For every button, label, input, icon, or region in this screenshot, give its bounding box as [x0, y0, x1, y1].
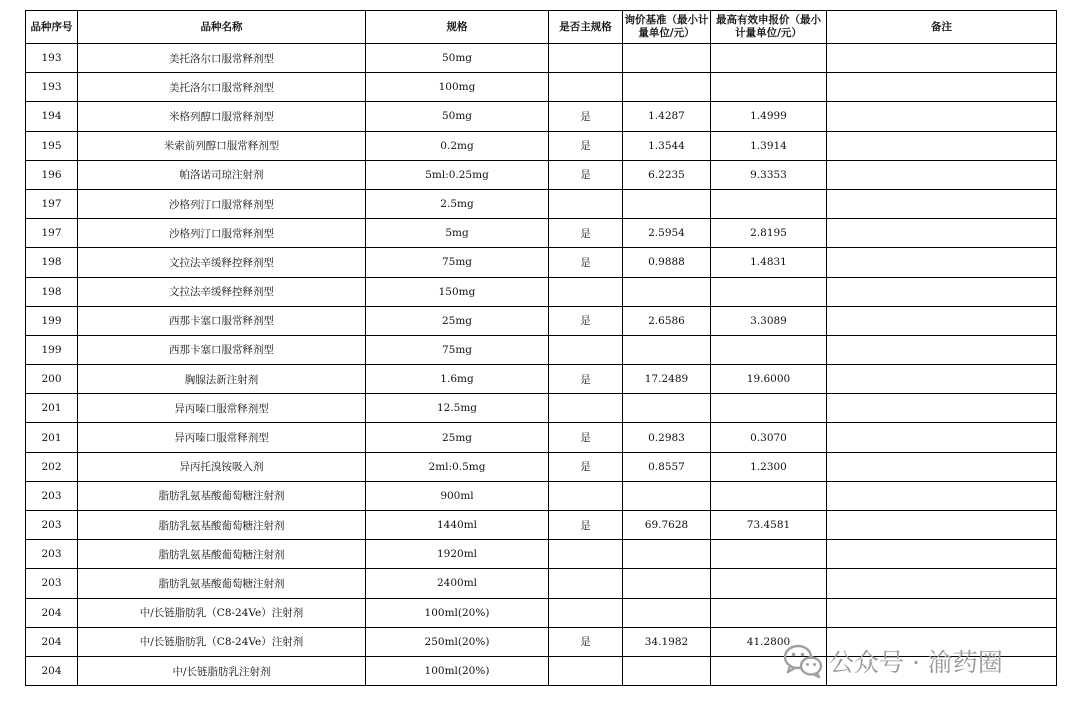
cell-remarks: [827, 481, 1057, 510]
cell-main-spec: 是: [549, 219, 623, 248]
cell-inquiry-base-price: 2.6586: [623, 306, 711, 335]
cell-specification: 900ml: [366, 481, 549, 510]
cell-serial: 201: [26, 394, 78, 423]
cell-max-valid-price: 3.3089: [711, 306, 827, 335]
cell-serial: 195: [26, 131, 78, 160]
cell-inquiry-base-price: [623, 598, 711, 627]
cell-drug-name: 中/长链脂肪乳注射剂: [78, 656, 366, 685]
cell-max-valid-price: [711, 335, 827, 364]
cell-serial: 204: [26, 656, 78, 685]
cell-remarks: [827, 131, 1057, 160]
table-row: [26, 598, 1057, 627]
cell-main-spec: [549, 394, 623, 423]
cell-drug-name: 异丙嗪口服常释剂型: [78, 423, 366, 452]
cell-main-spec: 是: [549, 248, 623, 277]
table-row: [26, 335, 1057, 364]
cell-remarks: [827, 248, 1057, 277]
cell-max-valid-price: 19.6000: [711, 365, 827, 394]
cell-specification: 250ml(20%): [366, 627, 549, 656]
cell-specification: 0.2mg: [366, 131, 549, 160]
cell-serial: 197: [26, 219, 78, 248]
table-body: [26, 44, 1057, 686]
cell-drug-name: 西那卡塞口服常释剂型: [78, 335, 366, 364]
cell-serial: 193: [26, 73, 78, 102]
cell-drug-name: 米索前列醇口服常释剂型: [78, 131, 366, 160]
cell-inquiry-base-price: [623, 540, 711, 569]
header-main-spec: 是否主规格: [549, 11, 623, 44]
cell-main-spec: [549, 569, 623, 598]
cell-specification: 100ml(20%): [366, 598, 549, 627]
cell-drug-name: 文拉法辛缓释控释剂型: [78, 248, 366, 277]
table-row: [26, 102, 1057, 131]
cell-max-valid-price: [711, 44, 827, 73]
cell-max-valid-price: [711, 73, 827, 102]
cell-main-spec: [549, 540, 623, 569]
cell-remarks: [827, 569, 1057, 598]
cell-specification: 75mg: [366, 335, 549, 364]
cell-main-spec: [549, 73, 623, 102]
cell-drug-name: 中/长链脂肪乳（C8-24Ve）注射剂: [78, 598, 366, 627]
cell-main-spec: [549, 189, 623, 218]
cell-max-valid-price: [711, 540, 827, 569]
cell-drug-name: 沙格列汀口服常释剂型: [78, 219, 366, 248]
cell-main-spec: [549, 44, 623, 73]
cell-main-spec: 是: [549, 160, 623, 189]
cell-max-valid-price: [711, 598, 827, 627]
table-row: [26, 219, 1057, 248]
cell-drug-name: 米格列醇口服常释剂型: [78, 102, 366, 131]
table-row: [26, 73, 1057, 102]
cell-main-spec: 是: [549, 365, 623, 394]
cell-max-valid-price: 1.2300: [711, 452, 827, 481]
cell-remarks: [827, 189, 1057, 218]
cell-inquiry-base-price: 1.4287: [623, 102, 711, 131]
cell-serial: 194: [26, 102, 78, 131]
cell-main-spec: [549, 598, 623, 627]
header-specification: 规格: [366, 11, 549, 44]
cell-serial: 197: [26, 189, 78, 218]
table-row: [26, 540, 1057, 569]
cell-specification: 75mg: [366, 248, 549, 277]
cell-drug-name: 脂肪乳氨基酸葡萄糖注射剂: [78, 540, 366, 569]
cell-remarks: [827, 44, 1057, 73]
cell-remarks: [827, 511, 1057, 540]
cell-specification: 2.5mg: [366, 189, 549, 218]
cell-inquiry-base-price: [623, 569, 711, 598]
cell-specification: 50mg: [366, 44, 549, 73]
table-row: [26, 44, 1057, 73]
cell-serial: 199: [26, 335, 78, 364]
cell-inquiry-base-price: 2.5954: [623, 219, 711, 248]
cell-inquiry-base-price: [623, 189, 711, 218]
cell-main-spec: 是: [549, 452, 623, 481]
cell-drug-name: 中/长链脂肪乳（C8-24Ve）注射剂: [78, 627, 366, 656]
cell-serial: 203: [26, 569, 78, 598]
cell-max-valid-price: [711, 481, 827, 510]
table-header-row: [26, 11, 1057, 44]
cell-max-valid-price: [711, 277, 827, 306]
cell-serial: 193: [26, 44, 78, 73]
table-row: [26, 423, 1057, 452]
cell-serial: 198: [26, 277, 78, 306]
cell-max-valid-price: 1.4999: [711, 102, 827, 131]
cell-max-valid-price: 1.3914: [711, 131, 827, 160]
cell-drug-name: 西那卡塞口服常释剂型: [78, 306, 366, 335]
cell-drug-name: 脂肪乳氨基酸葡萄糖注射剂: [78, 511, 366, 540]
cell-inquiry-base-price: 0.8557: [623, 452, 711, 481]
cell-specification: 1.6mg: [366, 365, 549, 394]
cell-inquiry-base-price: [623, 335, 711, 364]
cell-max-valid-price: 73.4581: [711, 511, 827, 540]
watermark: [783, 640, 1053, 682]
cell-serial: 203: [26, 481, 78, 510]
cell-specification: 25mg: [366, 423, 549, 452]
cell-inquiry-base-price: [623, 44, 711, 73]
table-row: [26, 481, 1057, 510]
cell-max-valid-price: [711, 394, 827, 423]
cell-serial: 202: [26, 452, 78, 481]
cell-serial: 203: [26, 540, 78, 569]
cell-remarks: [827, 598, 1057, 627]
cell-specification: 5mg: [366, 219, 549, 248]
cell-drug-name: 脂肪乳氨基酸葡萄糖注射剂: [78, 481, 366, 510]
header-serial: 品种序号: [26, 11, 78, 44]
cell-drug-name: 美托洛尔口服常释剂型: [78, 73, 366, 102]
cell-main-spec: [549, 656, 623, 685]
cell-drug-name: 异丙嗪口服常释剂型: [78, 394, 366, 423]
cell-serial: 201: [26, 423, 78, 452]
watermark-text: 公众号 · 渝药圈: [829, 648, 1003, 677]
cell-serial: 199: [26, 306, 78, 335]
cell-remarks: [827, 102, 1057, 131]
table-row: [26, 394, 1057, 423]
cell-max-valid-price: 9.3353: [711, 160, 827, 189]
cell-max-valid-price: 2.8195: [711, 219, 827, 248]
cell-inquiry-base-price: 69.7628: [623, 511, 711, 540]
cell-remarks: [827, 160, 1057, 189]
cell-inquiry-base-price: [623, 656, 711, 685]
cell-max-valid-price: [711, 189, 827, 218]
cell-inquiry-base-price: [623, 73, 711, 102]
cell-drug-name: 胸腺法新注射剂: [78, 365, 366, 394]
cell-serial: 198: [26, 248, 78, 277]
cell-main-spec: 是: [549, 306, 623, 335]
header-inquiry-base-price: 询价基准（最小计量单位/元）: [623, 11, 711, 44]
price-table: [25, 10, 1057, 686]
cell-specification: 50mg: [366, 102, 549, 131]
cell-specification: 5ml:0.25mg: [366, 160, 549, 189]
cell-inquiry-base-price: 17.2489: [623, 365, 711, 394]
cell-remarks: [827, 540, 1057, 569]
cell-max-valid-price: 1.4831: [711, 248, 827, 277]
cell-specification: 1920ml: [366, 540, 549, 569]
table-row: [26, 306, 1057, 335]
table-row: [26, 189, 1057, 218]
cell-remarks: [827, 73, 1057, 102]
cell-serial: 204: [26, 627, 78, 656]
cell-main-spec: 是: [549, 131, 623, 160]
cell-remarks: [827, 365, 1057, 394]
header-remarks: 备注: [827, 11, 1057, 44]
cell-main-spec: [549, 481, 623, 510]
cell-remarks: [827, 277, 1057, 306]
table-row: [26, 131, 1057, 160]
table-row: [26, 248, 1057, 277]
cell-specification: 100ml(20%): [366, 656, 549, 685]
cell-remarks: [827, 452, 1057, 481]
cell-remarks: [827, 335, 1057, 364]
cell-max-valid-price: 41.2800: [711, 627, 827, 656]
cell-inquiry-base-price: 0.2983: [623, 423, 711, 452]
cell-specification: 100mg: [366, 73, 549, 102]
cell-inquiry-base-price: [623, 277, 711, 306]
cell-remarks: [827, 394, 1057, 423]
cell-remarks: [827, 423, 1057, 452]
cell-main-spec: 是: [549, 102, 623, 131]
cell-serial: 196: [26, 160, 78, 189]
table-row: [26, 365, 1057, 394]
table-row: [26, 511, 1057, 540]
cell-main-spec: [549, 335, 623, 364]
cell-specification: 2ml:0.5mg: [366, 452, 549, 481]
cell-inquiry-base-price: 6.2235: [623, 160, 711, 189]
cell-serial: 204: [26, 598, 78, 627]
cell-drug-name: 沙格列汀口服常释剂型: [78, 189, 366, 218]
cell-specification: 2400ml: [366, 569, 549, 598]
cell-drug-name: 美托洛尔口服常释剂型: [78, 44, 366, 73]
cell-main-spec: [549, 277, 623, 306]
table-row: [26, 452, 1057, 481]
cell-inquiry-base-price: [623, 394, 711, 423]
cell-drug-name: 文拉法辛缓释控释剂型: [78, 277, 366, 306]
table-row: [26, 160, 1057, 189]
cell-specification: 1440ml: [366, 511, 549, 540]
cell-serial: 203: [26, 511, 78, 540]
cell-remarks: [827, 306, 1057, 335]
cell-inquiry-base-price: 34.1982: [623, 627, 711, 656]
cell-main-spec: 是: [549, 511, 623, 540]
wechat-icon: [783, 643, 823, 679]
cell-max-valid-price: 0.3070: [711, 423, 827, 452]
table-row: [26, 569, 1057, 598]
cell-drug-name: 脂肪乳氨基酸葡萄糖注射剂: [78, 569, 366, 598]
cell-specification: 12.5mg: [366, 394, 549, 423]
cell-inquiry-base-price: 0.9888: [623, 248, 711, 277]
header-max-valid-price: 最高有效申报价（最小计量单位/元）: [711, 11, 827, 44]
cell-serial: 200: [26, 365, 78, 394]
cell-main-spec: 是: [549, 423, 623, 452]
cell-inquiry-base-price: 1.3544: [623, 131, 711, 160]
header-drug-name: 品种名称: [78, 11, 366, 44]
table-row: [26, 277, 1057, 306]
cell-specification: 25mg: [366, 306, 549, 335]
cell-max-valid-price: [711, 569, 827, 598]
cell-main-spec: 是: [549, 627, 623, 656]
cell-drug-name: 帕洛诺司琼注射剂: [78, 160, 366, 189]
cell-inquiry-base-price: [623, 481, 711, 510]
cell-remarks: [827, 219, 1057, 248]
cell-drug-name: 异丙托溴铵吸入剂: [78, 452, 366, 481]
cell-specification: 150mg: [366, 277, 549, 306]
